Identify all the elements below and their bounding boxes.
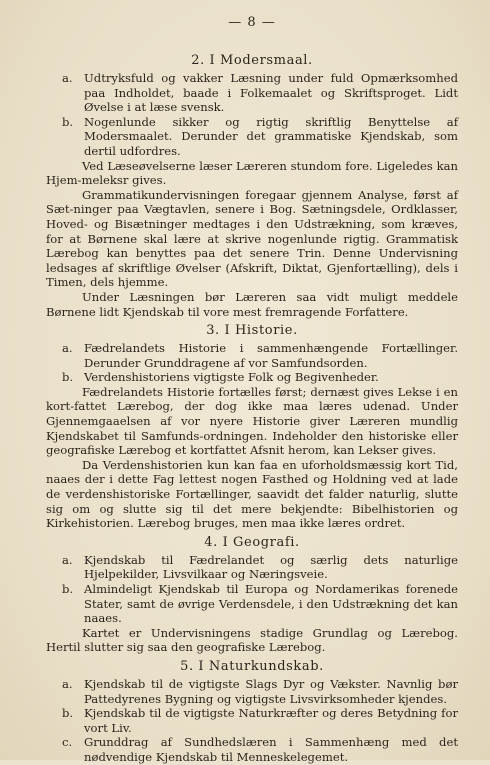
- list-item: [46, 71, 458, 115]
- section-heading-historie: 3. I Historie.: [206, 323, 298, 339]
- item-label: b.: [62, 706, 74, 721]
- list-item: [46, 370, 458, 385]
- item-label: a.: [62, 71, 73, 85]
- paragraph: Da Verdenshistorien kun kan faa en uforholdsmæssig kort Tid, naaes der i dette Fag lettest nogen Fasthed og Holdning ved at lade de verdenshistoriske Fortællinger, saavidt det falder naturlig, slutte sig om og slutte sig til det mere bekjendte: Bibelhistorien og Kirkehistorien. Lærebog bruges, men maa ikke læres ordret.: [46, 457, 459, 531]
- list-item: [46, 706, 458, 735]
- section-heading-modersmaal: 2. I Modersmaal.: [191, 53, 313, 68]
- item-label: b.: [62, 370, 74, 385]
- item-text: Kjendskab til de vigtigste Slags Dyr og Vækster. Navnlig bør Pattedyrenes Bygning og vigtigste Livsvirksomheder kjendes.: [84, 676, 458, 706]
- paragraph: Grammatikundervisningen foregaar gjennem Analyse, først af Sæt-ninger paa Vægtavlen, senere i Bog. Sætningsdele, Ordklasser, Hoved- og Bisætninger medtages i den Udstrækning, som kræves, for at Børnene skal lære at skrive nogenlunde rigtig. Grammatisk Lærebog kan benyttes paa det senere Trin. Denne Undervisning ledsages af skriftlige Øvelser (Afskrift, Diktat, Gjenfortælling), dels i Timen, dels hjemme.: [46, 187, 459, 290]
- item-text: Kjendskab til Fædrelandet og særlig dets naturlige Hjelpekilder, Livsvilkaar og Næringsveie.: [84, 552, 458, 582]
- paragraph: Kartet er Undervisningens stadige Grundlag og Lærebog. Hertil slutter sig saa den geografiske Lærebog.: [46, 625, 458, 655]
- list-item: [46, 735, 458, 764]
- item-label: a.: [62, 552, 73, 567]
- item-text: Kjendskab til de vigtigste Naturkræfter og deres Betydning for vort Liv.: [84, 706, 458, 735]
- list-item: [46, 341, 458, 370]
- item-text: Nogenlunde sikker og rigtig skriftlig Benyttelse af Modersmaalet. Derunder det grammatiske Kjendskab, som dertil udfordres.: [84, 114, 459, 158]
- item-label: a.: [62, 341, 73, 356]
- paragraph: Under Læsningen bør Læreren saa vidt muligt meddele Børnene lidt Kjendskab til vore mest fremragende Forfattere.: [46, 289, 458, 319]
- paragraph: Ved Læseøvelserne læser Læreren stundom fore. Ligeledes kan Hjem-meleksr gives.: [46, 158, 458, 188]
- list-item: [46, 115, 458, 159]
- item-text: Almindeligt Kjendskab til Europa og Nordamerikas forenede Stater, samt de øvrige Verdensdele, i den Udstrækning det kan naaes.: [84, 582, 458, 626]
- list-item: [46, 553, 458, 582]
- list-item: [46, 677, 458, 706]
- item-label: c.: [62, 735, 73, 750]
- section-heading-geografi: 4. I Geografi.: [204, 534, 300, 550]
- item-text: Fædrelandets Historie i sammenhængende Fortællinger. Derunder Grunddragene af vor Samfundsorden.: [84, 341, 458, 370]
- item-text: Grunddrag af Sundhedslæren i Sammenhæng med det nødvendige Kjendskab til Menneskelegemet.: [84, 735, 458, 764]
- item-label: a.: [62, 676, 73, 691]
- list-item: [46, 582, 458, 626]
- section-heading-naturkundskab: 5. I Naturkundskab.: [180, 658, 324, 674]
- item-label: b.: [62, 582, 74, 596]
- page-body: [46, 52, 458, 765]
- page-number: — 8 —: [228, 15, 276, 30]
- item-label: b.: [62, 114, 74, 129]
- item-text: Verdenshistoriens vigtigste Folk og Begivenheder.: [84, 370, 379, 385]
- paragraph: Fædrelandets Historie fortælles først; dernæst gives Lekse i en kort-fattet Lærebog, der dog ikke maa læres udenad. Under Gjennemgaaelsen af vor nyere Historie giver Læreren mundlig Kjendskabet til Samfunds-ordningen. Indeholder den historiske eller geografiske Lærebog et kortfattet Afsnit herom, kan Lekser gives.: [46, 384, 459, 458]
- item-text: Udtryksfuld og vakker Læsning under fuld Opmærksomhed paa Indholdet, baade i Folkemaalet og Skriftsproget. Lidt Øvelse i at læse svensk.: [84, 71, 458, 115]
